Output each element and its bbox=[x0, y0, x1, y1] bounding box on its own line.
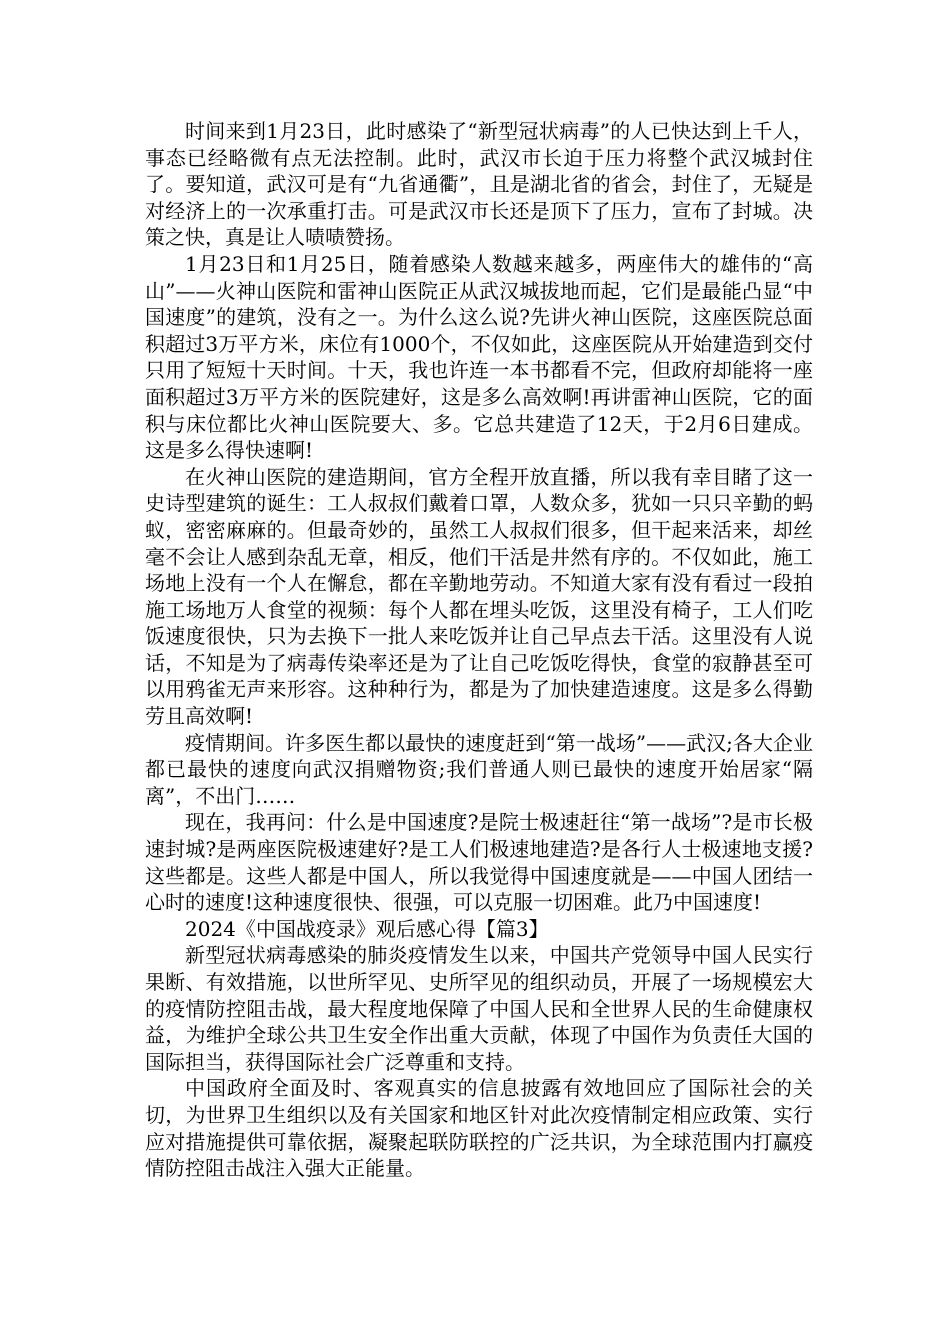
document-page bbox=[145, 118, 813, 1182]
paragraph: 时间来到1月23日，此时感染了“新型冠状病毒”的人已快达到上千人，事态已经略微有点无法控制。此时，武汉市长迫于压力将整个武汉城封住了。要知道，武汉可是有“九省通衢”，且是湖北省的省会，封住了，无疑是对经济上的一次承重打击。可是武汉市长还是顶下了压力，宣布了封城。决策之快，真是让人啧啧赞扬。 bbox=[145, 119, 813, 250]
paragraph: 疫情期间。许多医生都以最快的速度赶到“第一战场”——武汉;各大企业都已最快的速度向武汉捐赠物资;我们普通人则已最快的速度开始居家“隔离”，不出门…… bbox=[145, 730, 813, 808]
paragraph: 1月23日和1月25日，随着感染人数越来越多，两座伟大的雄伟的“高山”——火神山医院和雷神山医院正从武汉城拔地而起，它们是最能凸显“中国速度”的建筑，没有之一。为什么这么说?先讲火神山医院，这座医院总面积超过3万平方米，床位有1000个，不仅如此，这座医院从开始建造到交付只用了短短十天时间。十天，我也许连一本书都看不完，但政府却能将一座面积超过3万平方米的医院建好，这是多么高效啊!再讲雷神山医院，它的面积与床位都比火神山医院要大、多。它总共建造了12天，于2月6日建成。这是多么得快速啊! bbox=[145, 251, 813, 463]
paragraph: 现在，我再问：什么是中国速度?是院士极速赶往“第一战场”?是市长极速封城?是两座医院极速建好?是工人们极速地建造?是各行人士极速地支援?这些都是。这些人都是中国人，所以我觉得中国速度就是——中国人团结一心时的速度!这种速度很快、很强，可以克服一切困难。此乃中国速度! bbox=[145, 810, 813, 915]
section-heading: 2024《中国战疫录》观后感心得【篇3】 bbox=[185, 916, 549, 941]
paragraph: 中国政府全面及时、客观真实的信息披露有效地回应了国际社会的关切，为世界卫生组织以及有关国家和地区针对此次疫情制定相应政策、实行应对措施提供可靠依据，凝聚起联防联控的广泛共识，为全球范围内打赢疫情防控阻击战注入强大正能量。 bbox=[145, 1076, 813, 1181]
paragraph: 新型冠状病毒感染的肺炎疫情发生以来，中国共产党领导中国人民实行果断、有效措施，以世所罕见、史所罕见的组织动员，开展了一场规模宏大的疫情防控阻击战，最大程度地保障了中国人民和全世界人民的生命健康权益，为维护全球公共卫生安全作出重大贡献，体现了中国作为负责任大国的国际担当，获得国际社会广泛尊重和支持。 bbox=[145, 943, 813, 1074]
paragraph: 在火神山医院的建造期间，官方全程开放直播，所以我有幸目睹了这一史诗型建筑的诞生：工人叔叔们戴着口罩，人数众多，犹如一只只辛勤的蚂蚁，密密麻麻的。但最奇妙的，虽然工人叔叔们很多，但干起来活来，却丝毫不会让人感到杂乱无章，相反，他们干活是井然有序的。不仅如此，施工场地上没有一个人在懈怠，都在辛勤地劳动。不知道大家有没有看过一段拍施工场地万人食堂的视频：每个人都在埋头吃饭，这里没有椅子，工人们吃饭速度很快，只为去换下一批人来吃饭并让自己早点去干活。这里没有人说话，不知是为了病毒传染率还是为了让自己吃饭吃得快，食堂的寂静甚至可以用鸦雀无声来形容。这种种行为，都是为了加快建造速度。这是多么得勤劳且高效啊! bbox=[145, 464, 813, 729]
